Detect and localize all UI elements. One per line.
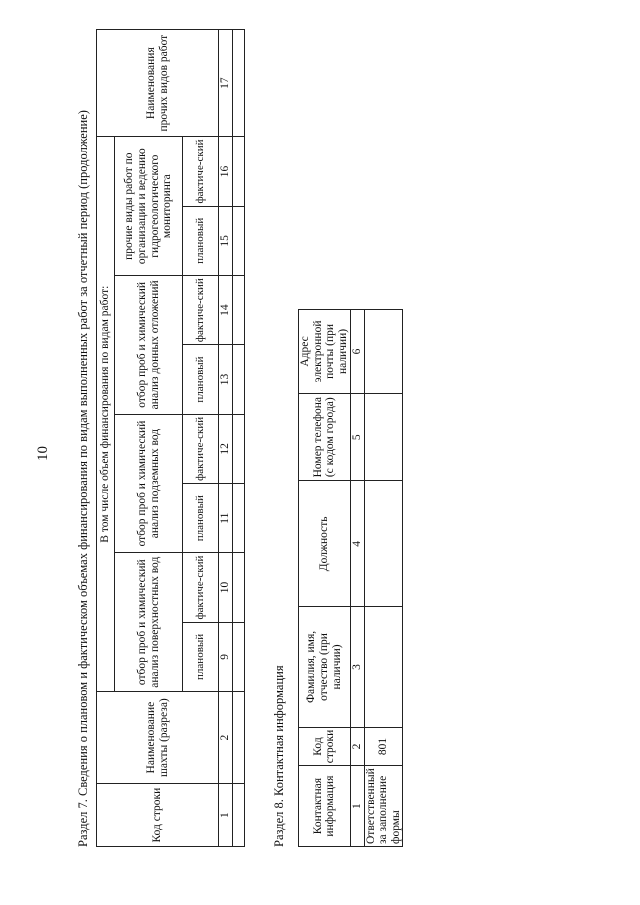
empty-cell[interactable] [233, 484, 245, 553]
empty-cell[interactable] [233, 345, 245, 414]
col-number: 12 [219, 414, 233, 483]
column-number-row [219, 30, 233, 847]
col-number: 3 [350, 607, 364, 728]
header-actual: фактиче-ский [183, 276, 219, 345]
col-number: 11 [219, 484, 233, 553]
empty-cell[interactable] [233, 137, 245, 206]
header-actual: фактиче-ский [183, 137, 219, 206]
empty-cell[interactable] [233, 692, 245, 784]
header-phone: Номер телефона (с кодом города) [299, 393, 351, 481]
col-number: 1 [350, 766, 364, 847]
empty-cell[interactable] [233, 30, 245, 137]
empty-cell[interactable] [233, 276, 245, 345]
empty-cell[interactable] [233, 206, 245, 275]
header-planned: плановый [183, 622, 219, 691]
phone-field[interactable] [364, 393, 403, 481]
header-code: Код строки [97, 784, 219, 847]
empty-cell[interactable] [233, 414, 245, 483]
empty-cell[interactable] [233, 784, 245, 847]
column-number-row [350, 310, 364, 847]
responsible-row [364, 310, 403, 847]
col-number: 10 [219, 553, 233, 622]
header-sediments: отбор проб и химический анализ донных отложений [115, 276, 183, 415]
email-field[interactable] [364, 310, 403, 394]
header-fio: Фамилия, имя, отчество (при наличии) [299, 607, 351, 728]
section8-table [298, 309, 403, 847]
data-row [233, 30, 245, 847]
col-number: 1 [219, 784, 233, 847]
col-number: 13 [219, 345, 233, 414]
position-field[interactable] [364, 481, 403, 607]
header-planned: плановый [183, 484, 219, 553]
col-number: 2 [219, 692, 233, 784]
header-code: Код строки [299, 727, 351, 766]
col-number: 5 [350, 393, 364, 481]
responsible-label: Ответственный за заполнение формы [364, 766, 403, 847]
section7-title: Раздел 7. Сведения о плановом и фактическом объемах финансирования по видам выполненных работ за отчетный период (продолжение) [76, 110, 90, 847]
responsible-code: 801 [364, 727, 403, 766]
col-number: 16 [219, 137, 233, 206]
header-position: Должность [299, 481, 351, 607]
col-number: 9 [219, 622, 233, 691]
col-number: 2 [350, 727, 364, 766]
header-group: В том числе объем финансирования по видам работ: [97, 137, 115, 692]
col-number: 4 [350, 481, 364, 607]
header-contact-info: Контактная информация [299, 766, 351, 847]
section7-table [96, 29, 245, 847]
header-planned: плановый [183, 345, 219, 414]
header-email: Адрес электронной почты (при наличии) [299, 310, 351, 394]
page-number: 10 [35, 446, 51, 461]
col-number: 14 [219, 276, 233, 345]
fio-field[interactable] [364, 607, 403, 728]
header-actual: фактиче-ский [183, 414, 219, 483]
col-number: 15 [219, 206, 233, 275]
header-ground-water: отбор проб и химический анализ подземных вод [115, 414, 183, 553]
col-number: 17 [219, 30, 233, 137]
header-planned: плановый [183, 206, 219, 275]
section8-title: Раздел 8. Контактная информация [272, 665, 286, 847]
header-other-works: Наименования прочих видов работ [97, 30, 219, 137]
header-surface-water: отбор проб и химический анализ поверхностных вод [115, 553, 183, 692]
col-number: 6 [350, 310, 364, 394]
header-actual: фактиче-ский [183, 553, 219, 622]
header-shaft-name: Наименование шахты (разреза) [97, 692, 219, 784]
empty-cell[interactable] [233, 553, 245, 622]
empty-cell[interactable] [233, 622, 245, 691]
header-hydro-monitoring: прочие виды работ по организации и ведению гидрогеологического мониторинга [115, 137, 183, 276]
